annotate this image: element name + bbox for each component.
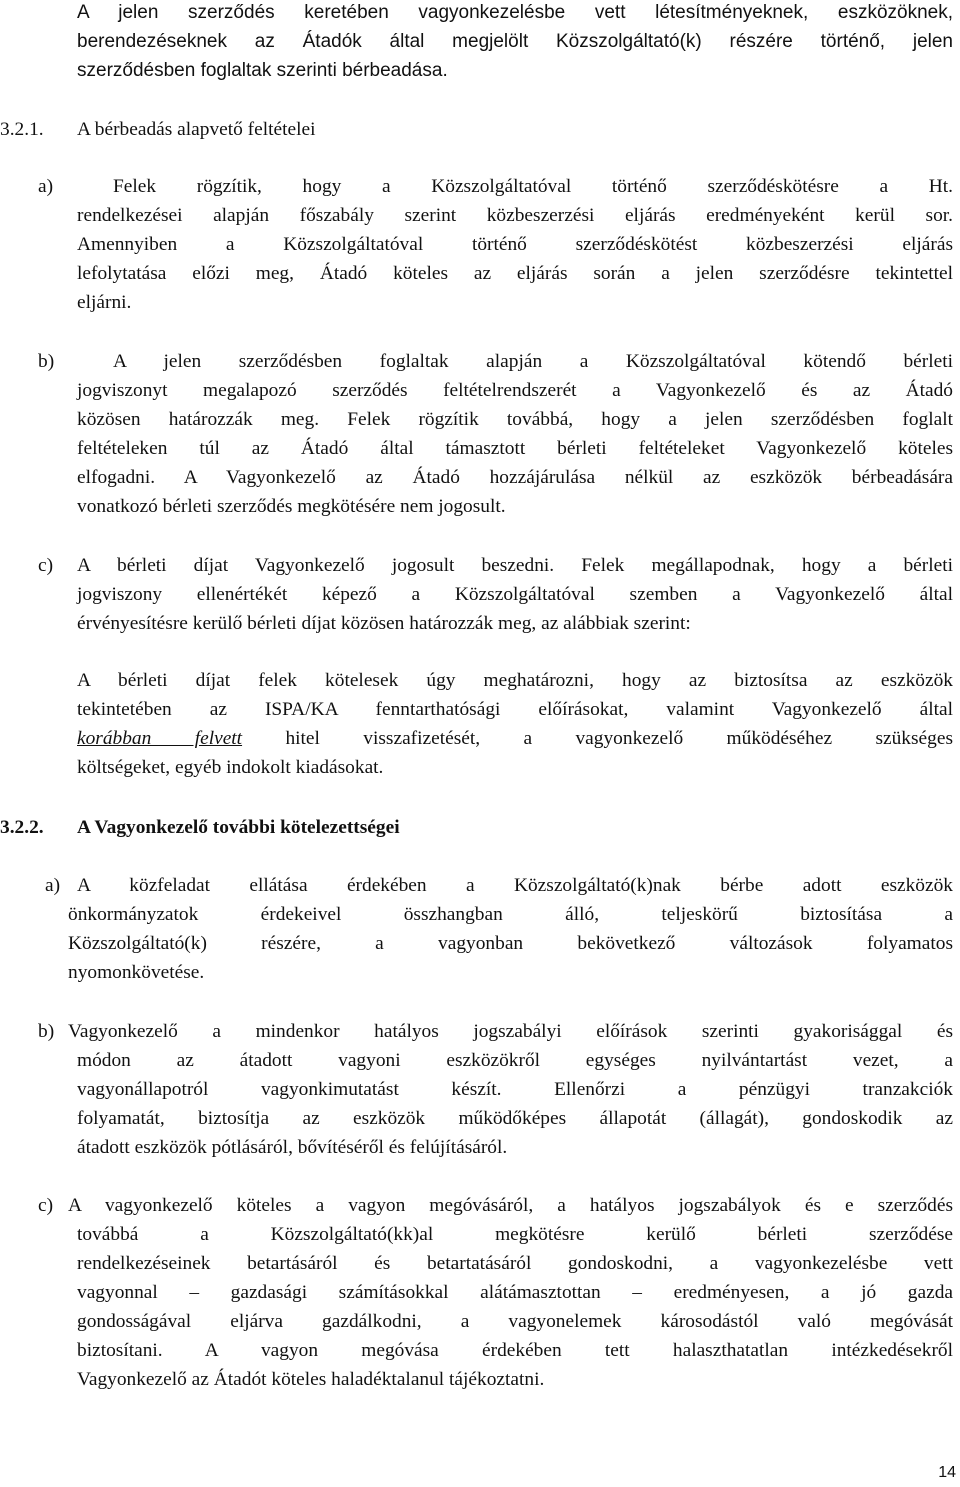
section-title-321: A bérbeadás alapvető feltételei — [77, 119, 316, 140]
intro-line-2: berendezéseknek az Átadók által megjelölt Közszolgáltató(k) részére történő, jelen — [77, 31, 953, 52]
intro-paragraph — [77, 0, 953, 85]
item-b-line-6: vonatkozó bérleti szerződés megkötésére nem jogosult. — [77, 496, 506, 517]
item2-a-rest — [68, 900, 953, 987]
item-a-body — [77, 201, 953, 317]
item-c-p2-line-3-rest: hitel visszafizetését, a vagyonkezelő működéséhez szükséges — [242, 728, 953, 749]
item2-b-line-4: folyamatát, biztosítja az eszközök működőképes állapotát (állagát), gondoskodik az — [77, 1108, 953, 1129]
item-c-line-2: jogviszony ellenértékét képező a Közszolgáltatóval szemben a Vagyonkezelő által — [77, 584, 953, 605]
item-b-line-5: elfogadni. A Vagyonkezelő az Átadó hozzájárulása nélkül az eszközök bérbeadására — [77, 467, 953, 488]
item-c-p2-line-4: költségeket, egyéb indokolt kiadásokat. — [77, 757, 384, 778]
item-b-line-2: jogviszonyt megalapozó szerződés feltételrendszerét a Vagyonkezelő és az Átadó — [77, 380, 953, 401]
item2-a-line-4: nyomonkövetése. — [68, 962, 205, 983]
item2-c-line-6: biztosítani. A vagyon megóvása érdekében tett halaszthatatlan intézkedésekről — [77, 1340, 953, 1361]
item-b-line-1: A jelen szerződésben foglaltak alapján a Közszolgáltatóval kötendő bérleti — [113, 351, 953, 372]
item2-b-line-2: módon az átadott vagyoni eszközökről egységes nyilvántartást vezet, a — [77, 1050, 953, 1071]
item-c-p2-line-3 — [77, 724, 953, 753]
item2-b-marker: b) — [38, 1021, 55, 1042]
item-a-marker: a) — [38, 176, 54, 197]
item-c-line-1: A bérleti díjat Vagyonkezelő jogosult beszedni. Felek megállapodnak, hogy a bérleti — [77, 555, 953, 576]
item-a-line-3: Amennyiben a Közszolgáltatóval történő szerződéskötést közbeszerzési eljárás — [77, 234, 953, 255]
item2-a-line-3: Közszolgáltató(k) részére, a vagyonban bekövetkező változások folyamatos — [68, 933, 953, 954]
item2-b-rest — [77, 1046, 953, 1162]
item-b-line-3: közösen határozzák meg. Felek rögzítik továbbá, hogy a jelen szerződésben foglalt — [77, 409, 953, 430]
item-a-line-5: eljárni. — [77, 292, 132, 313]
item-c-line-3: érvényesítésre kerülő bérleti díjat közösen határozzák meg, az alábbiak szerint: — [77, 613, 691, 634]
emphasized-phrase: korábban felvett — [77, 728, 243, 749]
intro-line-3: szerződésben foglaltak szerinti bérbeadása. — [77, 60, 448, 81]
item2-c-marker: c) — [38, 1195, 54, 1216]
item2-a-body — [77, 871, 953, 900]
section-title-322: A Vagyonkezelő további kötelezettségei — [77, 817, 400, 838]
item-c-marker: c) — [38, 555, 54, 576]
item2-c-body — [68, 1191, 953, 1220]
item2-a-line-2: önkormányzatok érdekeivel összhangban álló, teljeskörű biztosítása a — [68, 904, 953, 925]
item2-c-line-3: rendelkezéseinek betartásáról és betartatásáról gondoskodni, a vagyonkezelésbe vett — [77, 1253, 953, 1274]
item-c-p2-line-1: A bérleti díjat felek kötelesek úgy meghatározni, hogy az biztosítsa az eszközök — [77, 670, 953, 691]
item2-b-line-5: átadott eszközök pótlásáról, bővítéséről és felújításáról. — [77, 1137, 508, 1158]
item-b-marker: b) — [38, 351, 55, 372]
item-c-p2-line-2: tekintetében az ISPA/KA fenntarthatósági előírásokat, valamint Vagyonkezelő által — [77, 699, 953, 720]
item-a-line-1: Felek rögzítik, hogy a Közszolgáltatóval történő szerződéskötésre a Ht. — [113, 176, 953, 197]
item-a-line-4: lefolytatása előzi meg, Átadó köteles az eljárás során a jelen szerződésre tekintettel — [77, 263, 953, 284]
item-a-line-2: rendelkezései alapján főszabály szerint közbeszerzési eljárás eredményeként kerül sor. — [77, 205, 953, 226]
item-b-body — [77, 376, 953, 521]
item2-b-body — [68, 1017, 953, 1046]
item-b-line-4: feltételeken túl az Átadó által támasztott bérleti feltételeket Vagyonkezelő köteles — [77, 438, 953, 459]
item-c-body — [77, 551, 953, 638]
item2-b-line-3: vagyonállapotról vagyonkimutatást készít. Ellenőrzi a pénzügyi tranzakciók — [77, 1079, 953, 1100]
item-c-paragraph-2 — [77, 666, 953, 782]
item2-c-line-4: vagyonnal – gazdasági számításokkal alátámasztottan – eredményesen, a jó gazda — [77, 1282, 953, 1303]
item2-b-line-1: Vagyonkezelő a mindenkor hatályos jogszabályi előírások szerinti gyakorisággal és — [68, 1021, 953, 1042]
intro-line-1: A jelen szerződés keretében vagyonkezelésbe vett létesítményeknek, eszközöknek, — [77, 2, 953, 23]
section-number-322: 3.2.2. — [0, 817, 44, 838]
item2-c-line-1: A vagyonkezelő köteles a vagyon megóvásáról, a hatályos jogszabályok és e szerződés — [68, 1195, 953, 1216]
page-number: 14 — [938, 1464, 956, 1481]
item2-c-rest — [77, 1220, 953, 1394]
item2-c-line-7: Vagyonkezelő az Átadót köteles haladéktalanul tájékoztatni. — [77, 1369, 545, 1390]
item2-c-line-2: továbbá a Közszolgáltató(kk)al megkötésre kerülő bérleti szerződése — [77, 1224, 953, 1245]
section-number-321: 3.2.1. — [0, 119, 44, 140]
item2-c-line-5: gondosságával eljárva gazdálkodni, a vagyonelemek károsodástól való megóvását — [77, 1311, 953, 1332]
item-b-first-line — [113, 347, 953, 376]
item-a-first-line — [113, 172, 953, 201]
item2-a-line-1: A közfeladat ellátása érdekében a Közszolgáltató(k)nak bérbe adott eszközök — [77, 875, 953, 896]
item2-a-marker: a) — [45, 875, 61, 896]
